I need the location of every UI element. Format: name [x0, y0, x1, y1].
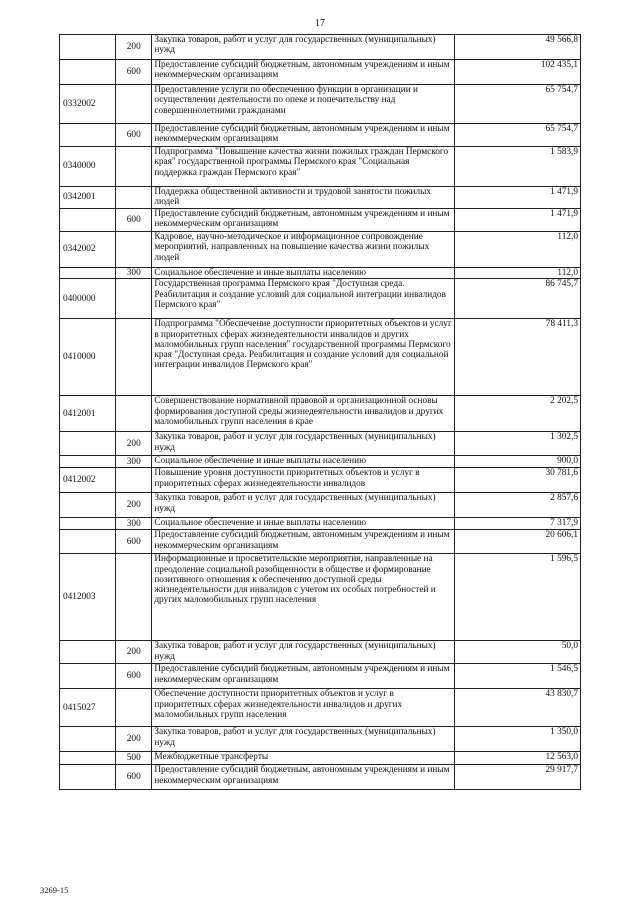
row-kvr-cell: 300	[116, 456, 152, 468]
row-amount-cell: 900,0	[455, 456, 581, 468]
row-name-cell: Закупка товаров, работ и услуг для государственных (муниципальных) нужд	[152, 641, 455, 664]
row-amount-cell: 30 781,6	[455, 468, 581, 493]
row-amount-cell: 1 471,9	[455, 187, 581, 209]
row-code-cell	[60, 518, 116, 530]
row-code-cell: 0410000	[60, 319, 116, 396]
row-name-cell: Закупка товаров, работ и услуг для государственных (муниципальных) нужд	[152, 35, 455, 60]
table-row	[60, 209, 581, 232]
row-code-cell: 0412001	[60, 396, 116, 432]
table-row	[60, 60, 581, 85]
budget-table	[59, 34, 581, 790]
row-code-cell: 0412002	[60, 468, 116, 493]
table-row	[60, 35, 581, 60]
row-name-cell: Государственная программа Пермского края "Доступная среда. Реабилитация и создание условий для социальной интеграции инвалидов Пермского края"	[152, 279, 455, 319]
row-name-cell: Предоставление субсидий бюджетным, автономным учреждениям и иным некоммерческим организациям	[152, 124, 455, 147]
row-kvr-cell	[116, 85, 152, 124]
row-name-cell: Обеспечение доступности приоритетных объектов и услуг в приоритетных сферах жизнедеятельности инвалидов и других маломобильных групп населения	[152, 689, 455, 727]
table-row	[60, 232, 581, 268]
row-amount-cell: 49 566,8	[455, 35, 581, 60]
table-row	[60, 279, 581, 319]
table-row	[60, 752, 581, 765]
row-code-cell: 0412003	[60, 554, 116, 641]
row-name-cell: Предоставление субсидий бюджетным, автономным учреждениям и иным некоммерческим организациям	[152, 60, 455, 85]
row-kvr-cell	[116, 232, 152, 268]
row-kvr-cell: 300	[116, 518, 152, 530]
row-code-cell	[60, 664, 116, 689]
table-row	[60, 689, 581, 727]
row-kvr-cell: 600	[116, 530, 152, 554]
table-row	[60, 396, 581, 432]
row-amount-cell: 1 546,5	[455, 664, 581, 689]
row-name-cell: Подпрограмма "Обеспечение доступности приоритетных объектов и услуг в приоритетных сферах жизнедеятельности инвалидов и других маломобильных групп населения" государственной программы Пермского края "Доступная среда. Реабилитация и создание условий для социальной интеграции инвалидов Пермского края"	[152, 319, 455, 396]
row-code-cell	[60, 752, 116, 765]
row-kvr-cell: 200	[116, 727, 152, 752]
row-code-cell	[60, 35, 116, 60]
row-name-cell: Социальное обеспечение и иные выплаты населению	[152, 268, 455, 279]
row-amount-cell: 43 830,7	[455, 689, 581, 727]
table-row	[60, 664, 581, 689]
table-row	[60, 641, 581, 664]
row-code-cell: 0342001	[60, 187, 116, 209]
row-amount-cell: 86 745,7	[455, 279, 581, 319]
table-row	[60, 268, 581, 279]
table-row	[60, 530, 581, 554]
row-amount-cell: 1 302,5	[455, 432, 581, 456]
row-code-cell	[60, 60, 116, 85]
row-code-cell	[60, 641, 116, 664]
row-code-cell: 0415027	[60, 689, 116, 727]
row-code-cell	[60, 268, 116, 279]
budget-table-body	[60, 35, 581, 790]
row-amount-cell: 112,0	[455, 232, 581, 268]
row-name-cell: Закупка товаров, работ и услуг для государственных (муниципальных) нужд	[152, 432, 455, 456]
row-kvr-cell: 600	[116, 209, 152, 232]
row-kvr-cell	[116, 279, 152, 319]
page-number: 17	[315, 18, 325, 29]
row-code-cell	[60, 530, 116, 554]
row-name-cell: Подпрограмма "Повышение качества жизни пожилых граждан Пермского края" государственной программы Пермского края "Социальная поддержка граждан Пермского края"	[152, 147, 455, 187]
row-kvr-cell: 200	[116, 641, 152, 664]
row-code-cell: 0340000	[60, 147, 116, 187]
row-amount-cell: 1 350,0	[455, 727, 581, 752]
row-name-cell: Предоставление субсидий бюджетным, автономным учреждениям и иным некоммерческим организациям	[152, 530, 455, 554]
row-kvr-cell: 600	[116, 60, 152, 85]
row-name-cell: Предоставление субсидий бюджетным, автономным учреждениям и иным некоммерческим организациям	[152, 765, 455, 790]
row-name-cell: Повышение уровня доступности приоритетных объектов и услуг в приоритетных сферах жизнедеятельности инвалидов	[152, 468, 455, 493]
row-amount-cell: 12 563,0	[455, 752, 581, 765]
row-amount-cell: 102 435,1	[455, 60, 581, 85]
row-name-cell: Закупка товаров, работ и услуг для государственных (муниципальных) нужд	[152, 493, 455, 518]
row-kvr-cell: 300	[116, 268, 152, 279]
row-amount-cell: 2 202,5	[455, 396, 581, 432]
row-amount-cell: 20 606,1	[455, 530, 581, 554]
row-kvr-cell	[116, 689, 152, 727]
row-kvr-cell: 200	[116, 432, 152, 456]
row-name-cell: Предоставление субсидий бюджетным, автономным учреждениям и иным некоммерческим организациям	[152, 664, 455, 689]
row-amount-cell: 112,0	[455, 268, 581, 279]
row-kvr-cell	[116, 468, 152, 493]
table-row	[60, 147, 581, 187]
row-kvr-cell: 200	[116, 35, 152, 60]
table-row	[60, 456, 581, 468]
row-name-cell: Информационные и просветительские мероприятия, направленные на преодоление социальной разобщенности в обществе и формирование позитивного отношения к обеспечению доступной среды жизнедеятельности для инвалидов с учетом их особых потребностей и других маломобильных групп населения	[152, 554, 455, 641]
row-amount-cell: 78 411,3	[455, 319, 581, 396]
row-amount-cell: 2 857,6	[455, 493, 581, 518]
row-kvr-cell	[116, 147, 152, 187]
row-name-cell: Совершенствование нормативной правовой и организационной основы формирования доступной среды жизнедеятельности инвалидов и других маломобильных групп населения в крае	[152, 396, 455, 432]
row-kvr-cell: 600	[116, 765, 152, 790]
row-code-cell: 0332002	[60, 85, 116, 124]
row-kvr-cell: 600	[116, 124, 152, 147]
table-row	[60, 85, 581, 124]
row-code-cell: 0400000	[60, 279, 116, 319]
row-amount-cell: 50,0	[455, 641, 581, 664]
table-row	[60, 187, 581, 209]
table-row	[60, 765, 581, 790]
row-name-cell: Социальное обеспечение и иные выплаты населению	[152, 456, 455, 468]
table-row	[60, 319, 581, 396]
table-row	[60, 554, 581, 641]
row-kvr-cell	[116, 554, 152, 641]
table-row	[60, 468, 581, 493]
row-amount-cell: 29 917,7	[455, 765, 581, 790]
row-name-cell: Межбюджетные трансферты	[152, 752, 455, 765]
row-kvr-cell: 600	[116, 664, 152, 689]
row-code-cell	[60, 124, 116, 147]
row-kvr-cell	[116, 396, 152, 432]
row-amount-cell: 65 754,7	[455, 124, 581, 147]
row-code-cell	[60, 432, 116, 456]
row-code-cell	[60, 727, 116, 752]
row-name-cell: Предоставление субсидий бюджетным, автономным учреждениям и иным некоммерческим организациям	[152, 209, 455, 232]
row-kvr-cell	[116, 187, 152, 209]
row-kvr-cell: 200	[116, 493, 152, 518]
table-row	[60, 124, 581, 147]
row-kvr-cell: 500	[116, 752, 152, 765]
table-row	[60, 493, 581, 518]
row-amount-cell: 7 317,9	[455, 518, 581, 530]
row-name-cell: Кадровое, научно-методическое и информационное сопровождение мероприятий, направленных на повышение качества жизни пожилых людей	[152, 232, 455, 268]
row-amount-cell: 1 596,5	[455, 554, 581, 641]
row-amount-cell: 1 583,9	[455, 147, 581, 187]
table-row	[60, 518, 581, 530]
row-code-cell	[60, 456, 116, 468]
document-footer-code: 3269-15	[40, 885, 69, 895]
row-code-cell	[60, 493, 116, 518]
row-name-cell: Закупка товаров, работ и услуг для государственных (муниципальных) нужд	[152, 727, 455, 752]
row-name-cell: Поддержка общественной активности и трудовой занятости пожилых людей	[152, 187, 455, 209]
row-kvr-cell	[116, 319, 152, 396]
row-code-cell	[60, 209, 116, 232]
row-name-cell: Предоставление услуги по обеспечению функции в организации и осуществлении деятельности по опеке и попечительству над совершеннолетними гражданами	[152, 85, 455, 124]
row-code-cell	[60, 765, 116, 790]
table-row	[60, 432, 581, 456]
row-code-cell: 0342002	[60, 232, 116, 268]
row-amount-cell: 1 471,9	[455, 209, 581, 232]
row-name-cell: Социальное обеспечение и иные выплаты населению	[152, 518, 455, 530]
row-amount-cell: 65 754,7	[455, 85, 581, 124]
table-row	[60, 727, 581, 752]
